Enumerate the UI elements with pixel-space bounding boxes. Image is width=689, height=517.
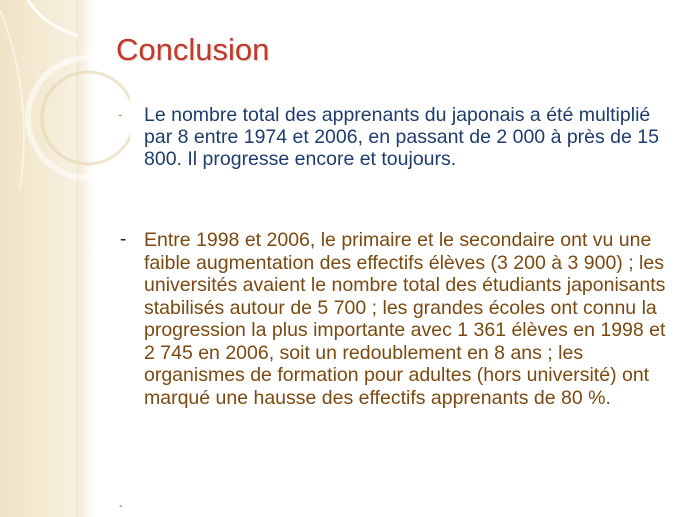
decorative-ring-inner: [42, 72, 130, 164]
bullet-text: Le nombre total des apprenants du japonais a été multiplié par 8 entre 1974 et 2006, en passant de 2 000 à près de 15 800. Il progresse encore et toujours.: [144, 104, 659, 170]
bullet-marker: -: [120, 229, 127, 250]
bullet-marker: -: [118, 107, 123, 122]
bullet-text: Entre 1998 et 2006, le primaire et le secondaire ont vu une faible augmentation des effectifs élèves (3 200 à 3 900) ; les universités avaient le nombre total des étudiants japonisants stabilisés autour de 5 700 ; les grandes écoles ont connu la progression la plus importante avec 1 361 élèves en 1998 et 2 745 en 2006, soit un redoublement en 8 ans ; les organismes de formation pour adultes (hors université) ont marqué une hausse des effectifs apprenants de 80 %.: [144, 229, 666, 409]
decorative-arc-top: [28, 0, 78, 36]
slide-title: Conclusion: [116, 32, 270, 67]
decorative-arc-lower: [0, 10, 24, 190]
bullet-item: [118, 104, 678, 170]
decorative-arcs: [0, 0, 130, 200]
bullet-item: [118, 229, 678, 409]
trailing-bullet-marker: -: [119, 500, 123, 512]
